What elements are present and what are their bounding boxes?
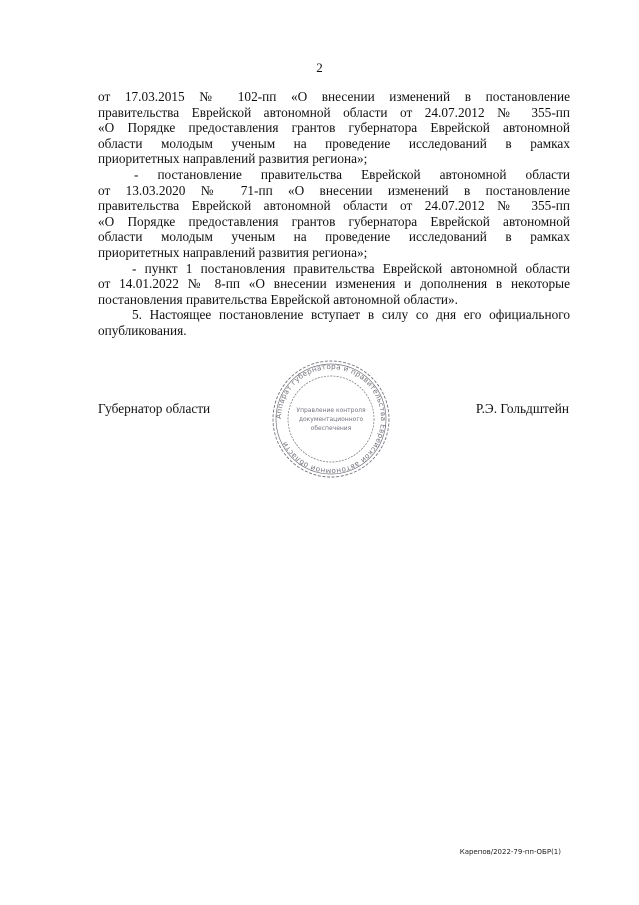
seal-center-line: обеспечения (310, 425, 352, 432)
text-line: опубликования. (98, 322, 187, 338)
text-line: постановления правительства Еврейской автономной области». (98, 291, 458, 307)
signatory-name: Р.Э. Гольдштейн (475, 401, 569, 416)
text-line: «О Порядке предоставления грантов губернатора Еврейской автономной (98, 120, 570, 136)
seal-center-line: документационного (298, 416, 364, 423)
text-line: приоритетных направлений развития региона»; (98, 244, 368, 260)
official-seal (270, 358, 392, 480)
text-line: от 14.01.2022 № 8-пп «О внесении изменения и дополнения в некоторые (98, 276, 570, 292)
text-line: области молодым ученым на проведение исследований в рамках (98, 229, 570, 245)
page-number: 2 (316, 60, 323, 75)
seal-center-line: Управление контроля (296, 407, 366, 414)
text-line: 5. Настоящее постановление вступает в силу со дня его официального (132, 307, 570, 323)
text-line: приоритетных направлений развития региона»; (98, 151, 368, 167)
text-line: от 17.03.2015 № 102-пп «О внесении изменений в постановление (98, 89, 570, 104)
text-line: от 13.03.2020 № 71-пп «О внесении изменений в постановление (98, 182, 570, 198)
signatory-title: Губернатор области (98, 401, 211, 416)
text-line: области молодым ученым на проведение исследований в рамках (98, 135, 570, 151)
text-line: правительства Еврейской автономной области от 24.07.2012 № 355-пп (98, 104, 570, 120)
text-line: - пункт 1 постановления правительства Еврейской автономной области (132, 260, 570, 276)
text-line: «О Порядке предоставления грантов губернатора Еврейской автономной (98, 213, 570, 229)
document-body (98, 89, 570, 339)
text-line: правительства Еврейской автономной области от 24.07.2012 № 355-пп (98, 198, 570, 214)
seal-ring-text: Аппарат губернатора и правительства Еврейской автономной области (273, 361, 389, 477)
document-footer-code: Карепов/2022-79-пп-ОБР(1) (459, 848, 561, 856)
text-line: - постановление правительства Еврейской автономной области (134, 166, 570, 182)
